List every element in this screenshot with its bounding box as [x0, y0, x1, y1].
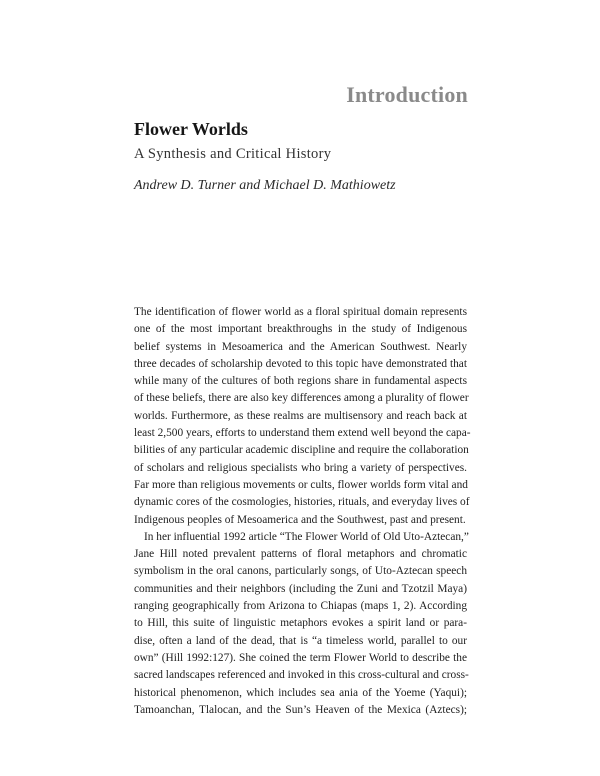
text-line: own” (Hill 1992:127). She coined the term Flower World to describe the	[134, 651, 467, 664]
text-line: least 2,500 years, efforts to understand them extend well beyond the capa-	[134, 427, 471, 440]
chapter-subtitle: A Synthesis and Critical History	[134, 146, 332, 162]
text-line: communities and their neighbors (including the Zuni and Tzotzil Maya)	[134, 582, 467, 595]
text-line: Tamoanchan, Tlalocan, and the Sun’s Heaven of the Mexica (Aztecs);	[134, 703, 467, 716]
paragraph-1	[134, 304, 471, 529]
text-line: Jane Hill noted prevalent patterns of floral metaphors and chromatic	[134, 548, 467, 561]
text-line: of these beliefs, there are also key differences among a plurality of flower	[134, 392, 469, 405]
text-line: while many of the cultures of both regions share in fundamental aspects	[134, 375, 467, 388]
text-line: dynamic cores of the cosmologies, histories, rituals, and everyday lives of	[134, 496, 470, 509]
text-line: bilities of any particular academic discipline and require the collaboration	[134, 444, 469, 457]
chapter-authors: Andrew D. Turner and Michael D. Mathiowetz	[134, 178, 396, 193]
text-line: historical phenomenon, which includes sea ania of the Yoeme (Yaqui);	[134, 686, 467, 699]
text-line: one of the most important breakthroughs in the study of Indigenous	[134, 323, 467, 336]
text-line: symbolism in the oral canons, particularly songs, of Uto-Aztecan speech	[134, 565, 467, 578]
text-line: sacred landscapes referenced and invoked in this cross-cultural and cross-	[134, 669, 469, 682]
text-line: three decades of scholarship devoted to this topic have demonstrated that	[134, 357, 467, 370]
text-line: of scholars and religious specialists who bring a variety of perspectives.	[134, 461, 467, 474]
text-line: ranging geographically from Arizona to Chiapas (maps 1, 2). According	[134, 600, 467, 613]
text-line: In her influential 1992 article “The Flower World of Old Uto-Aztecan,”	[144, 530, 469, 543]
text-line: dise, often a land of the dead, that is “a timeless world, parallel to our	[134, 634, 467, 647]
text-line: belief systems in Mesoamerica and the American Southwest. Nearly	[134, 340, 467, 353]
body-text	[134, 304, 471, 719]
text-line: The identification of flower world as a floral spiritual domain represents	[134, 306, 467, 318]
text-line: Indigenous peoples of Mesoamerica and the Southwest, past and present.	[134, 513, 466, 526]
text-line: Far more than religious movements or cults, flower worlds form vital and	[134, 478, 468, 491]
text-line: to Hill, this suite of linguistic metaphors evokes a spirit land or para-	[134, 617, 467, 630]
paragraph-2	[134, 529, 467, 719]
chapter-label: Introduction	[346, 82, 468, 107]
chapter-title: Flower Worlds	[134, 119, 248, 139]
text-line: worlds. Furthermore, as these realms are multisensory and reach back at	[134, 409, 467, 422]
